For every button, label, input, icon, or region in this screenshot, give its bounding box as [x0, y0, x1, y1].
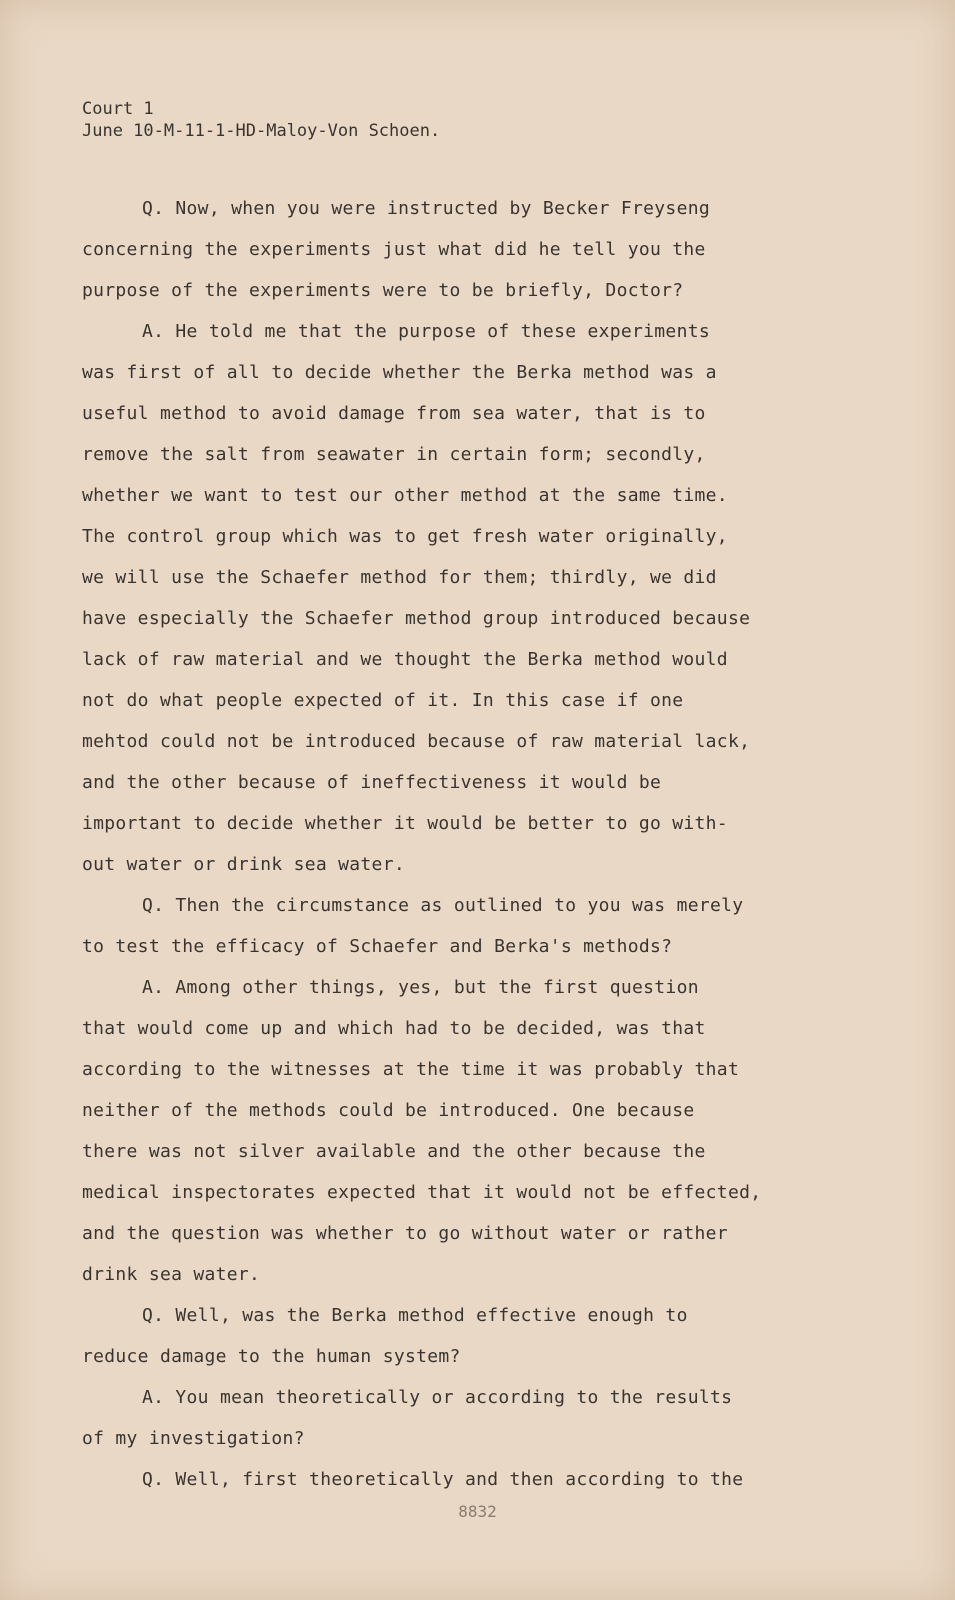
transcript-line: whether we want to test our other method at the same time. — [82, 485, 728, 506]
transcript-line: was first of all to decide whether the Berka method was a — [82, 362, 717, 383]
transcript-line: concerning the experiments just what did he tell you the — [82, 239, 706, 260]
transcript-line: have especially the Schaefer method group introduced because — [82, 608, 751, 629]
document-header — [82, 98, 440, 142]
transcript-line: important to decide whether it would be better to go with- — [82, 813, 728, 834]
transcript-line: reduce damage to the human system? — [82, 1346, 461, 1367]
transcript-line: The control group which was to get fresh water originally, — [82, 526, 728, 547]
session-line: June 10-M-11-1-HD-Maloy-Von Schoen. — [82, 121, 441, 141]
transcript-line: out water or drink sea water. — [82, 854, 405, 875]
transcript-line: Q. Well, first theoretically and then according to the — [142, 1469, 744, 1490]
transcript-line: lack of raw material and we thought the Berka method would — [82, 649, 728, 670]
transcript-line: there was not silver available and the other because the — [82, 1141, 706, 1162]
transcript-line: that would come up and which had to be decided, was that — [82, 1018, 706, 1039]
transcript-line: Q. Well, was the Berka method effective enough to — [142, 1305, 688, 1326]
transcript-line: drink sea water. — [82, 1264, 261, 1285]
transcript-line: mehtod could not be introduced because of raw material lack, — [82, 731, 751, 752]
transcript-line: not do what people expected of it. In this case if one — [82, 690, 684, 711]
transcript-line: of my investigation? — [82, 1428, 305, 1449]
transcript-line: Q. Then the circumstance as outlined to you was merely — [142, 895, 744, 916]
transcript-line: A. He told me that the purpose of these experiments — [142, 321, 710, 342]
transcript-body — [82, 188, 852, 1500]
transcript-line: to test the efficacy of Schaefer and Berka's methods? — [82, 936, 673, 957]
transcript-line: according to the witnesses at the time it was probably that — [82, 1059, 740, 1080]
transcript-line: useful method to avoid damage from sea water, that is to — [82, 403, 706, 424]
transcript-line: we will use the Schaefer method for them; thirdly, we did — [82, 567, 717, 588]
transcript-line: A. You mean theoretically or according to the results — [142, 1387, 733, 1408]
transcript-line: medical inspectorates expected that it would not be effected, — [82, 1182, 762, 1203]
transcript-line: A. Among other things, yes, but the first question — [142, 977, 699, 998]
court-line: Court 1 — [82, 99, 154, 119]
transcript-line: remove the salt from seawater in certain form; secondly, — [82, 444, 706, 465]
page-number: 8832 — [458, 1502, 497, 1521]
transcript-line: and the question was whether to go without water or rather — [82, 1223, 728, 1244]
transcript-line: Q. Now, when you were instructed by Becker Freyseng — [142, 198, 710, 219]
transcript-line: purpose of the experiments were to be briefly, Doctor? — [82, 280, 684, 301]
transcript-line: neither of the methods could be introduced. One because — [82, 1100, 695, 1121]
transcript-line: and the other because of ineffectiveness it would be — [82, 772, 662, 793]
